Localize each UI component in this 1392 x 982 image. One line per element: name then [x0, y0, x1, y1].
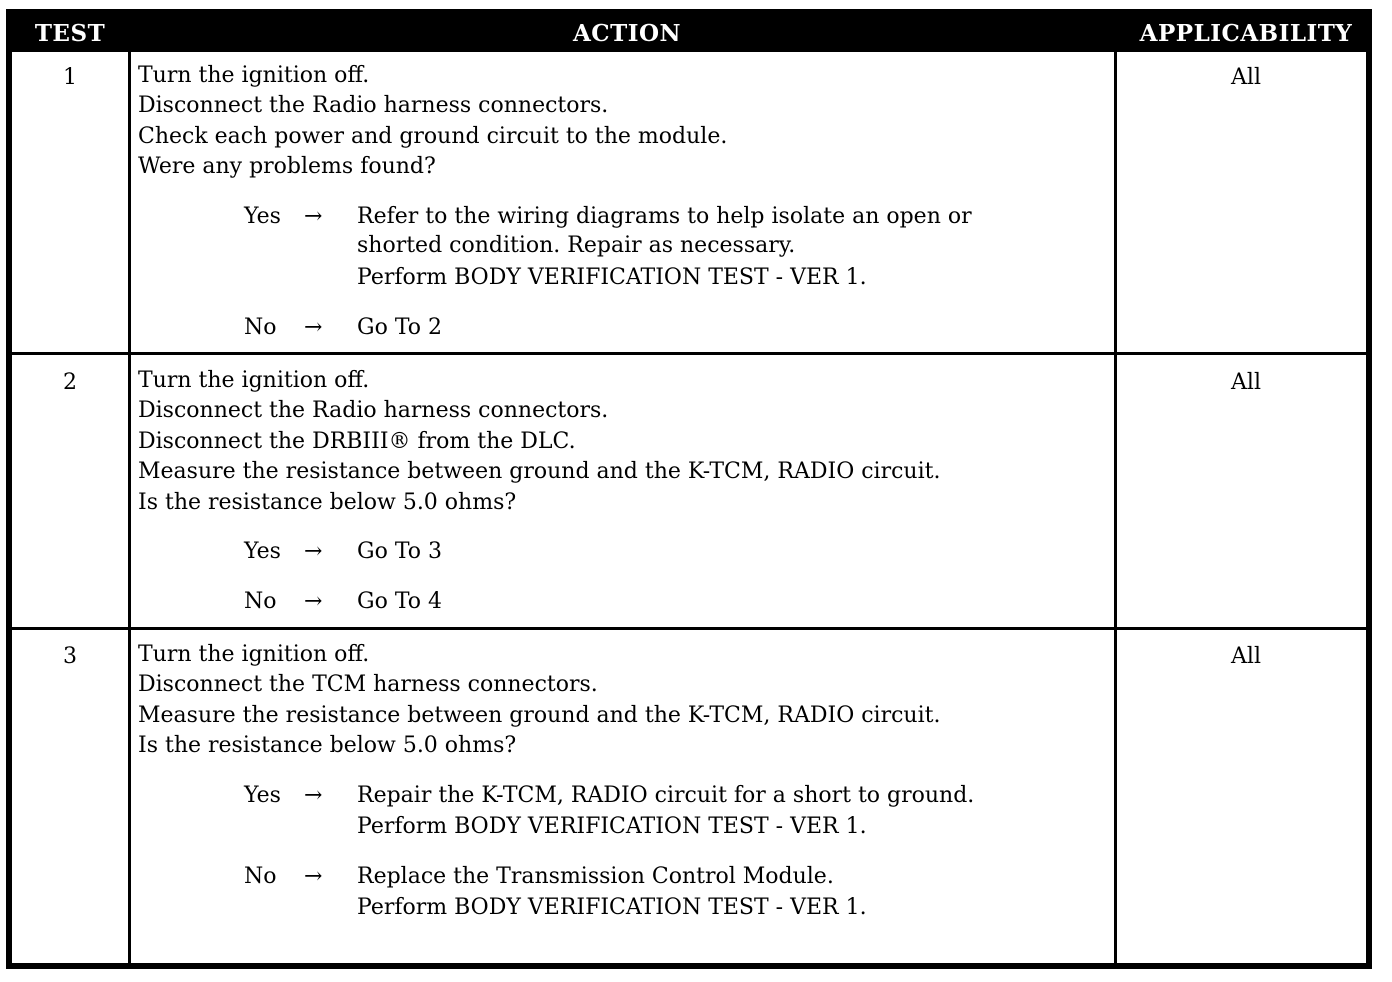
row-divider — [12, 627, 1366, 630]
no-result: Go To 4 — [357, 589, 443, 614]
arrow-icon: → — [304, 315, 323, 340]
action-step: Disconnect the Radio harness connectors. — [138, 398, 609, 423]
action-step: Measure the resistance between ground and the K-TCM, RADIO circuit. — [138, 459, 941, 484]
action-step: Disconnect the DRBIII® from the DLC. — [138, 429, 576, 454]
header-test: TEST — [34, 20, 106, 47]
yes-result: Repair the K-TCM, RADIO circuit for a short to ground. — [357, 783, 975, 808]
yes-result: Refer to the wiring diagrams to help isolate an open or — [357, 204, 972, 229]
yes-result: shorted condition. Repair as necessary. — [357, 233, 796, 258]
action-step: Turn the ignition off. — [138, 63, 370, 88]
header-applicability: APPLICABILITY — [1139, 20, 1353, 47]
no-label: No — [244, 589, 277, 614]
test-number: 2 — [63, 370, 77, 395]
arrow-icon: → — [304, 783, 323, 808]
action-step: Check each power and ground circuit to the module. — [138, 124, 728, 149]
arrow-icon: → — [304, 589, 323, 614]
column-divider — [1114, 52, 1117, 969]
yes-label: Yes — [244, 539, 281, 564]
header-action: ACTION — [572, 20, 682, 47]
test-number: 1 — [63, 65, 77, 90]
yes-label: Yes — [244, 783, 281, 808]
action-step: Is the resistance below 5.0 ohms? — [138, 733, 517, 758]
action-step: Disconnect the Radio harness connectors. — [138, 93, 609, 118]
action-step: Disconnect the TCM harness connectors. — [138, 672, 598, 697]
yes-label: Yes — [244, 204, 281, 229]
table-header — [12, 15, 1366, 52]
action-step: Turn the ignition off. — [138, 368, 370, 393]
arrow-icon: → — [304, 864, 323, 889]
action-step: Were any problems found? — [138, 154, 436, 179]
test-number: 3 — [63, 644, 77, 669]
action-step: Is the resistance below 5.0 ohms? — [138, 490, 517, 515]
arrow-icon: → — [304, 539, 323, 564]
applicability-cell: All — [1231, 65, 1261, 90]
applicability-cell: All — [1231, 370, 1261, 395]
column-divider — [128, 52, 131, 969]
action-step: Turn the ignition off. — [138, 642, 370, 667]
row-divider — [12, 352, 1366, 355]
action-step: Measure the resistance between ground and the K-TCM, RADIO circuit. — [138, 703, 941, 728]
no-label: No — [244, 864, 277, 889]
no-result: Replace the Transmission Control Module. — [357, 864, 834, 889]
yes-result: Go To 3 — [357, 539, 443, 564]
diagnostic-table — [6, 9, 1372, 969]
applicability-cell: All — [1231, 644, 1261, 669]
no-result: Perform BODY VERIFICATION TEST - VER 1. — [357, 895, 867, 920]
no-label: No — [244, 315, 277, 340]
yes-result: Perform BODY VERIFICATION TEST - VER 1. — [357, 265, 867, 290]
yes-result: Perform BODY VERIFICATION TEST - VER 1. — [357, 814, 867, 839]
no-result: Go To 2 — [357, 315, 443, 340]
arrow-icon: → — [304, 204, 323, 229]
